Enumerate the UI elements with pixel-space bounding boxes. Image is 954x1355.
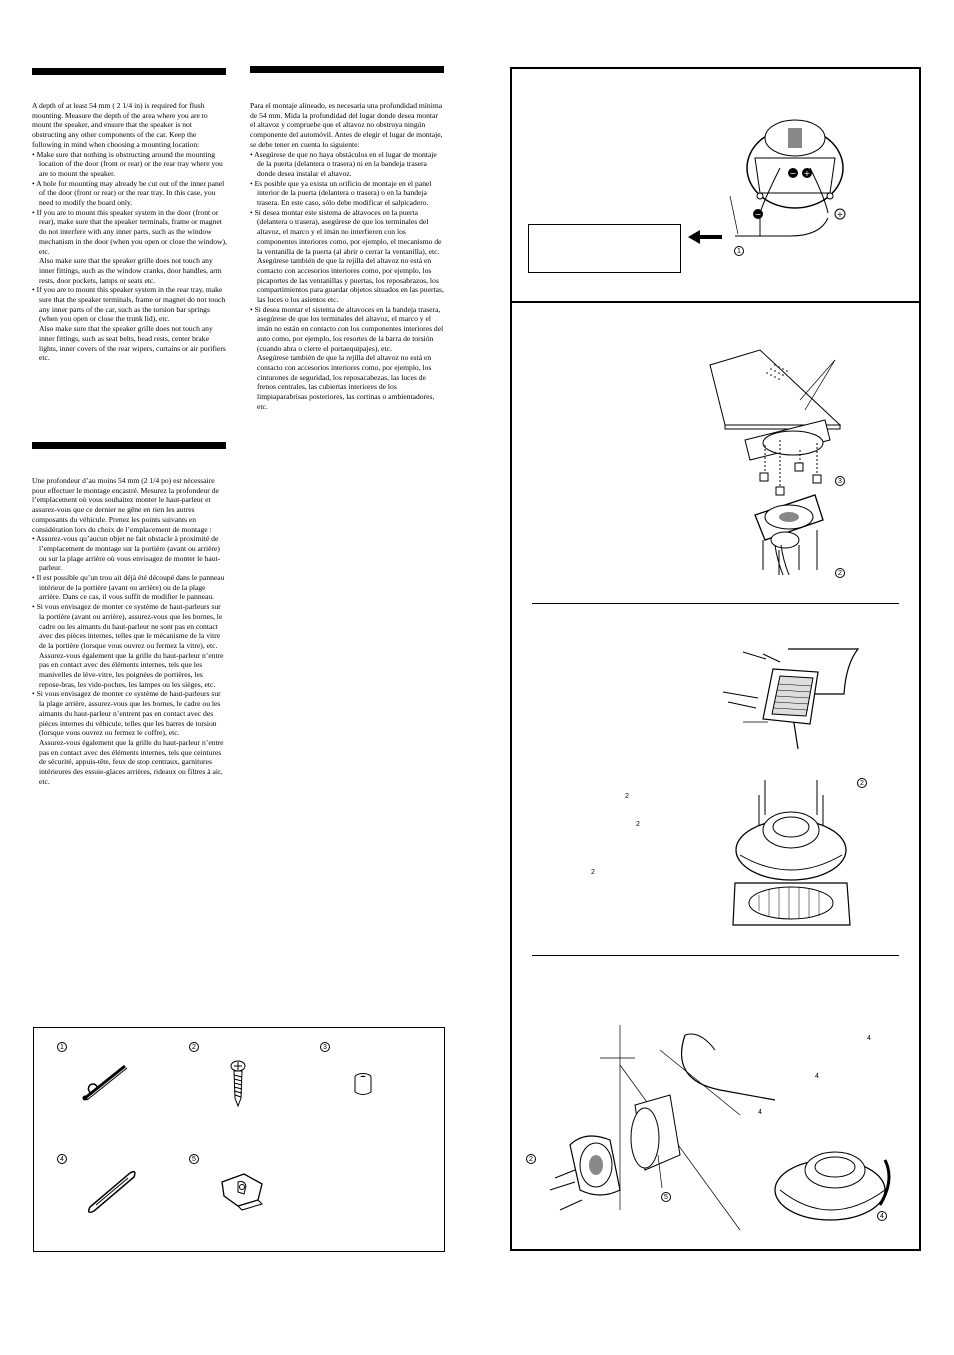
spanish-intro: Para el montaje alineado, es necesaria una profundidad mínima de 54 mm. Mida la profundidad del lugar donde desea montar el altavoz y compruebe que el altavoz no obstruya ningún componente del automóvil. Antes de elegir el lugar de montaje, se debe tener en cuenta lo siguiente: <box>250 101 443 149</box>
spanish-bullet-3: • Si desea montar este sistema de altavoces en la puerta (delantera o trasera), asegúrese de que los terminales del altavoz, el marco y el imán no interfieren con los componentes interiores como, por ejemplo, el mecanismo de la ventanilla de la puerta (al abrir o cerrar la ventanilla), etc. <box>250 207 442 256</box>
panel-divider-3 <box>532 955 899 956</box>
spacer-ref: 3 <box>835 476 845 486</box>
spacer-icon <box>353 1072 373 1098</box>
part-number-1: 1 <box>57 1042 67 1052</box>
part-number-4: 4 <box>57 1154 67 1164</box>
arrow-icon <box>684 228 724 246</box>
speaker-connection-diagram <box>720 108 870 248</box>
panel-divider-1 <box>511 301 920 303</box>
rear-tray-mounting-diagram <box>705 345 845 580</box>
part-number-2: 2 <box>189 1042 199 1052</box>
english-bullet-4-cont: Also make sure that the speaker grille does not touch any inner fittings, such as seat belts, head rests, center brake lights, inner covers of the rear wipers, curtains or air purifiers etc. <box>39 324 226 363</box>
screw-note-ref-1: 2 <box>625 793 629 800</box>
english-bullet-3: • If you are to mount this speaker system in the door (front or rear), make sure that the speaker terminals, frame or magnet do not interfere with any inner parts, such as the window mechanism in the door (when you open or close the window), etc. <box>32 207 227 256</box>
french-bullet-3-cont: Assurez-vous également que la grille du haut-parleur n’entre pas en contact avec des éléments internes, tels que les manivelles de lève-vitre, les poignées de portières, les repose-bras, les vide-poches, les lampes ou les sièges, etc. <box>39 650 224 689</box>
spanish-bullet-3-cont: Asegúrese también de que la rejilla del altavoz no está en contacto con accesorios interiores como, por ejemplo, los picaportes de las ventanillas y puertas, los reposabrazos, los compartimientos para guardar objetos situados en las puertas, las luces o los asientos etc. <box>257 256 444 305</box>
screw-note-ref-3: 2 <box>591 869 595 876</box>
svg-text:−: − <box>789 169 797 178</box>
part-number-3: 3 <box>320 1042 330 1052</box>
door-grille-diagram <box>718 644 863 754</box>
band-icon <box>82 1165 142 1215</box>
connection-note-box <box>528 224 681 273</box>
svg-text:−: − <box>754 210 762 219</box>
french-intro: Une profondeur d’au moins 54 mm (2 1/4 po) est nécessaire pour effectuer le montage encastré. Mesurez la profondeur de l’emplacement où vous souhaitez monter le haut-parleur et assurez-vous que ce dernier ne gêne en rien les autres composants du véhicule. Prenez les points suivants en considération lors du choix de l’emplacement de montage : <box>32 476 219 534</box>
screw-ref-tray: 2 <box>835 568 845 578</box>
connection-cord-icon <box>80 1060 135 1105</box>
english-bullet-3-cont: Also make sure that the speaker grille does not touch any inner fittings, such as the window cranks, door handles, arm rests, door pockets, lamps or seats etc. <box>39 256 222 285</box>
french-bullet-1: • Assurez-vous qu’aucun objet ne fait obstacle à proximité de l’emplacement de montage sur la portière (avant ou arrière) ou sur la plage arrière où vous envisagez de monter le haut-parleur. <box>32 534 221 573</box>
spanish-bullet-4: • Si desea montar el sistema de altavoces en la bandeja trasera, asegúrese de que los terminales del altavoz, el marco y el imán no están en contacto con los componentes interiores del auto como, por ejemplo, los resortes de la barra de torsión (cuando abra o cierre el portaequipajes), etc. <box>250 304 444 353</box>
door-mounting-diagram <box>725 775 855 930</box>
french-bullet-3: • Si vous envisagez de monter ce système de haut-parleurs sur la portière (avant ou arrière), assurez-vous que les bornes, le cadre ou les aimants du haut-parleur ne sont pas en contact avec des pièces internes, telles que le mécanisme de la vitre de la portière (lorsque vous ouvrez ou fermez la vitre), etc. <box>32 602 223 650</box>
band-note-ref-3: 4 <box>758 1109 762 1116</box>
spanish-heading-bar <box>250 66 444 73</box>
english-bullet-4: • If you are to mount this speaker system in the rear tray, make sure that the speaker terminals, frame or magnet do not touch any inner parts of the car, such as the torsion bar springs (when you open or close the trunk lid), etc. <box>32 285 226 324</box>
clip-ref: 5 <box>661 1192 671 1202</box>
spanish-section <box>250 101 445 412</box>
english-bullet-1: • Make sure that nothing is obstructing around the mounting location of the door (front or rear) or the rear tray where you are to mount the speaker. <box>32 149 223 178</box>
spanish-bullet-1: • Asegúrese de que no haya obstáculos en el lugar de montaje de la puerta (delantera o trasera) ni en la bandeja trasera donde desea instalar el altavoz. <box>250 149 437 178</box>
band-mounting-diagram <box>540 1020 900 1235</box>
english-section <box>32 101 227 363</box>
spanish-bullet-4-cont: Asegúrese también de que la rejilla del altavoz no está en contacto con accesorios interiores como, por ejemplo, los cinturones de seguridad, los reposacabezas, las luces de frenos centrales, las cubiertas interiores de los limpiaparabrisas posteriores, las cortinas o ambientadores, etc. <box>257 353 435 411</box>
screw-ref-band: 2 <box>526 1154 536 1164</box>
french-bullet-2: • Il est possible qu’un trou ait déjà été découpé dans le panneau intérieur de la portière (avant ou arrière) ou de la plage arrière. Dans ce cas, il vous suffit de modifier le panneau. <box>32 573 225 602</box>
english-intro: A depth of at least 54 mm ( 2 1/4 in) is required for flush mounting. Measure the depth of the area where you are to mount the speaker, and ensure that the speaker is not obstructing any other components of the car. Keep the following in mind when choosing a mounting location: <box>32 101 208 149</box>
band-note-ref-2: 4 <box>815 1073 819 1080</box>
english-heading-bar <box>32 68 226 75</box>
panel-divider-2 <box>532 603 899 604</box>
french-section <box>32 476 227 787</box>
english-bullet-2: • A hole for mounting may already be cut out of the inner panel of the door (front or rear) or the rear tray. In this case, you need to modify the board only. <box>32 178 225 208</box>
spanish-bullet-2: • Es posible que ya exista un orificio de montaje en el panel interior de la puerta (delantera o trasera) o en la bandeja trasera. En este caso, sólo debe modificar el salpicadero. <box>250 178 432 208</box>
band-ref: 4 <box>877 1211 887 1221</box>
part-number-5: 5 <box>189 1154 199 1164</box>
screw-ref-door: 2 <box>857 778 867 788</box>
french-heading-bar <box>32 442 226 449</box>
screw-icon <box>228 1060 248 1108</box>
band-note-ref-1: 4 <box>867 1035 871 1042</box>
french-bullet-4-cont: Assurez-vous également que la grille du haut-parleur n’entre pas en contact avec des éléments internes, tels que ceintures de sécurité, appuis-tête, feux de stop centraux, garnitures intérieures des essuie-glaces arrières, rideaux ou filtres à air, etc. <box>39 737 224 786</box>
screw-note-ref-2: 2 <box>636 821 640 828</box>
svg-text:+: + <box>803 169 811 178</box>
french-bullet-4: • Si vous envisagez de monter ce système de haut-parleurs sur la plage arrière, assurez-vous que les bornes, le cadre ou les aimants du haut-parleur n’entrent pas en contact avec des pièces internes du véhicule, telles que les barres de torsion (lorsque vous ouvrez ou fermez le coffre), etc. <box>32 689 221 738</box>
svg-text:+: + <box>836 210 844 219</box>
clip-icon <box>218 1170 268 1210</box>
connection-cord-ref: 1 <box>734 246 744 256</box>
